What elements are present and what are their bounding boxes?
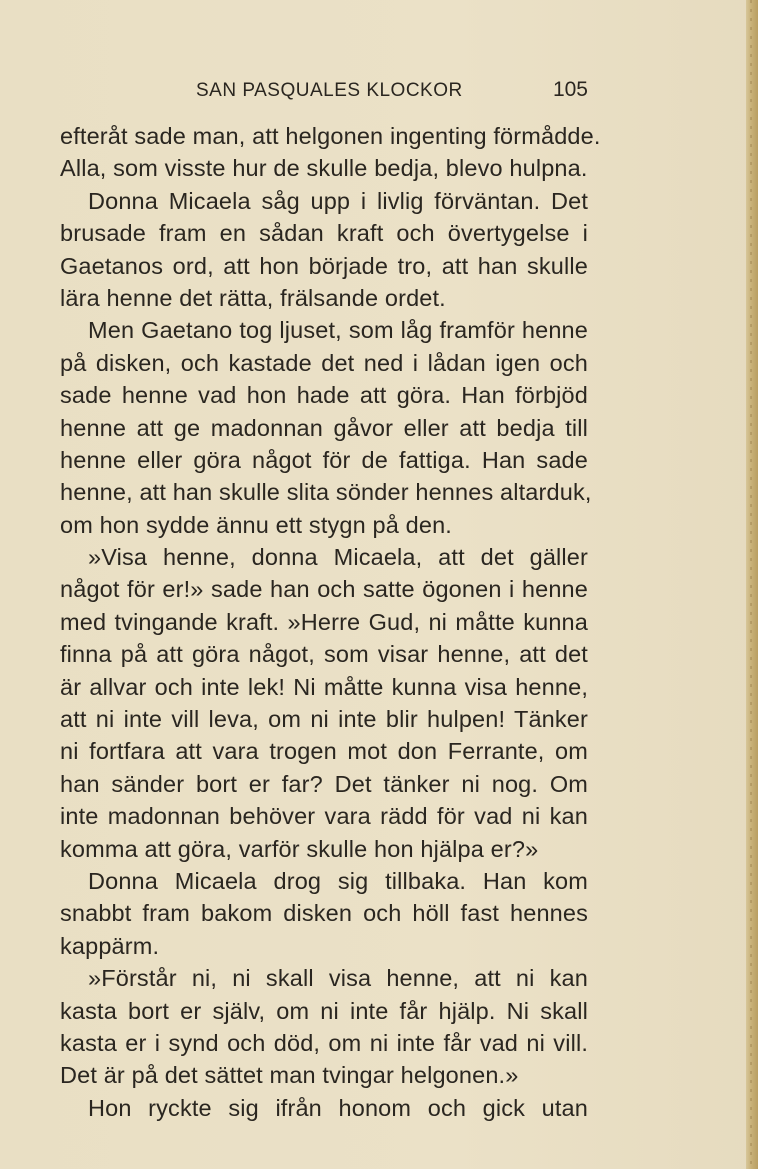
text-line: brusade fram en sådan kraft och övertygelse i	[60, 220, 588, 247]
text-line: komma att göra, varför skulle hon hjälpa er?»	[60, 835, 539, 862]
text-line: inte madonnan behöver vara rädd för vad ni kan	[60, 803, 588, 830]
running-title: SAN PASQUALES KLOCKOR	[196, 80, 463, 101]
text-line: finna på att göra något, som visar henne, att det	[60, 641, 588, 668]
text-line: lära henne det rätta, frälsande ordet.	[60, 284, 446, 311]
text-line: är allvar och inte lek! Ni måtte kunna visa henne,	[60, 673, 588, 700]
text-line: ni fortfara att vara trogen mot don Ferrante, om	[60, 738, 588, 765]
text-line: »Visa henne, donna Micaela, att det gäller	[88, 544, 588, 571]
text-line: på disken, och kastade det ned i lådan igen och	[60, 349, 588, 376]
text-line: henne eller göra något för de fattiga. Han sade	[60, 446, 588, 473]
text-line: efteråt sade man, att helgonen ingenting förmådde.	[60, 123, 601, 149]
text-line: han sänder bort er far? Det tänker ni nog. Om	[60, 770, 588, 797]
text-line: med tvingande kraft. »Herre Gud, ni måtte kunna	[60, 608, 588, 635]
text-line: Hon ryckte sig ifrån honom och gick utan	[88, 1094, 588, 1121]
text-line: henne att ge madonnan gåvor eller att bedja till	[60, 414, 588, 441]
text-line: något för er!» sade han och satte ögonen i henne	[60, 576, 588, 603]
text-line: »Förstår ni, ni skall visa henne, att ni kan	[88, 965, 588, 992]
text-line: henne, att han skulle slita sönder hennes altarduk,	[60, 479, 592, 506]
text-line: att ni inte vill leva, om ni inte blir hulpen! Tänker	[60, 706, 588, 733]
text-line: kappärm.	[60, 932, 160, 959]
text-line: kasta bort er själv, om ni inte får hjälp. Ni skall	[60, 997, 588, 1024]
text-line: Gaetanos ord, att hon började tro, att han skulle	[60, 252, 588, 279]
body-text	[60, 120, 601, 1124]
page-number: 105	[552, 78, 588, 101]
text-line: Det är på det sättet man tvingar helgonen.»	[60, 1062, 519, 1089]
text-line: om hon sydde ännu ett stygn på den.	[60, 511, 452, 538]
text-line: Donna Micaela såg upp i livlig förväntan. Det	[88, 187, 588, 214]
text-line: sade henne vad hon hade att göra. Han förbjöd	[60, 382, 588, 409]
running-header	[60, 76, 588, 106]
text-line: Men Gaetano tog ljuset, som låg framför henne	[88, 317, 588, 344]
text-line: Alla, som visste hur de skulle bedja, blevo hulpna.	[60, 155, 588, 182]
text-line: snabbt fram bakom disken och höll fast hennes	[60, 900, 588, 927]
text-line: Donna Micaela drog sig tillbaka. Han kom	[88, 867, 588, 894]
text-line: kasta er i synd och död, om ni inte får vad ni vill.	[60, 1029, 588, 1056]
page-edge	[746, 0, 758, 1169]
